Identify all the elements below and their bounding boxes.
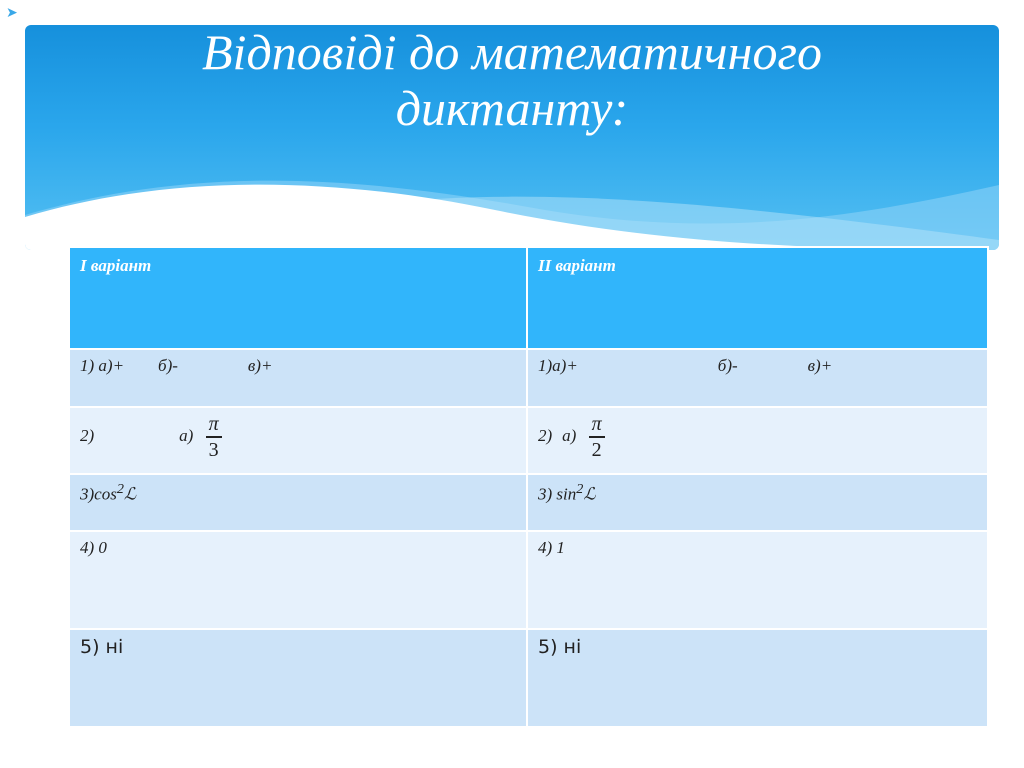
answer-5-right: 5) ні	[527, 629, 988, 727]
title-line-1: Відповіді до математичного	[202, 24, 822, 80]
answer-text: в)+	[247, 356, 273, 375]
header-variant-2: ІІ варіант	[527, 247, 988, 349]
arrow-bullet-icon: ➤	[6, 6, 18, 21]
answer-2-left	[69, 407, 527, 474]
fraction-pi-over-3	[206, 414, 222, 460]
answer-4-left: 4) 0	[69, 531, 527, 629]
table-header-row	[69, 247, 988, 349]
fraction-numerator: π	[206, 414, 222, 438]
answer-text: а)	[179, 425, 194, 445]
answers-table	[68, 246, 989, 728]
answer-1-right	[527, 349, 988, 407]
answer-label: 2)	[538, 425, 553, 445]
fraction-denominator: 3	[208, 439, 219, 461]
answer-2-right	[527, 407, 988, 474]
answer-label: 2)	[80, 425, 95, 445]
answer-text: а)	[562, 425, 577, 445]
answer-3-right	[527, 474, 988, 531]
table-row	[69, 349, 988, 407]
answer-5-left: 5) ні	[69, 629, 527, 727]
fraction-denominator: 2	[591, 439, 602, 461]
answer-text: в)+	[807, 356, 833, 375]
title-line-2: диктанту:	[395, 80, 629, 136]
slide-title	[25, 24, 999, 136]
answer-1-left	[69, 349, 527, 407]
header-variant-1: І варіант	[69, 247, 527, 349]
angle-symbol: ℒ	[123, 484, 137, 504]
answer-3-left	[69, 474, 527, 531]
table-row	[69, 407, 988, 474]
table-row	[69, 474, 988, 531]
exponent: 2	[576, 481, 584, 497]
answer-text: 3) sin	[538, 484, 577, 504]
answer-text: 3)cos	[80, 484, 117, 504]
table-row	[69, 629, 988, 727]
exponent: 2	[116, 481, 124, 497]
table-row	[69, 531, 988, 629]
answer-text: б)-	[717, 356, 738, 375]
answer-text: б)-	[158, 356, 178, 375]
answer-4-right: 4) 1	[527, 531, 988, 629]
fraction-numerator: π	[589, 414, 605, 438]
answer-text: 1)а)+	[538, 356, 578, 375]
fraction-pi-over-2	[589, 414, 605, 460]
answer-text: 1) а)+	[80, 356, 125, 375]
angle-symbol: ℒ	[583, 484, 596, 504]
